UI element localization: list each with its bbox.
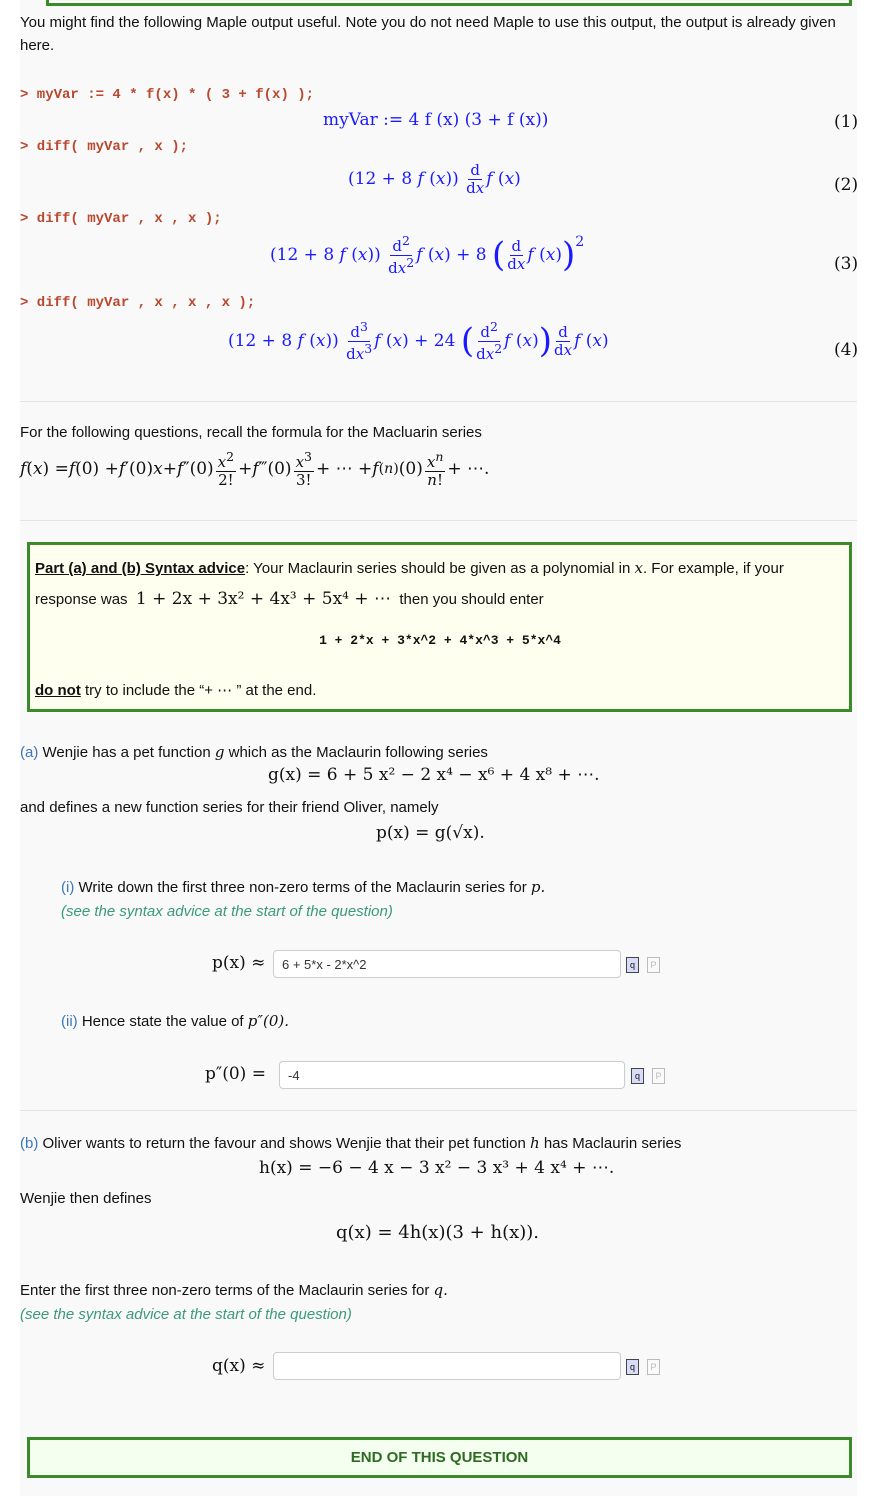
text: Wenjie has a pet function — [38, 744, 215, 761]
math-p-second-derivative: p″(0). — [247, 1012, 289, 1030]
text: Hence state the value of — [77, 1013, 248, 1030]
part-ai-question — [61, 878, 545, 896]
part-aii-label: (ii) — [61, 1013, 78, 1030]
text: Enter the first three non-zero terms of the Maclaurin series for — [20, 1282, 434, 1299]
maple-command-4: > diff( myVar , x , x , x ); — [20, 295, 256, 311]
p-answer-input[interactable] — [273, 950, 621, 978]
preview-icon[interactable]: P — [647, 957, 660, 973]
syntax-advice-box — [27, 542, 852, 712]
advice-footer — [35, 681, 316, 699]
maple-command-2: > diff( myVar , x ); — [20, 139, 189, 155]
top-box — [46, 0, 852, 6]
text: which as the Maclaurin following series — [224, 744, 488, 761]
part-b-text: Wenjie then defines — [20, 1190, 152, 1207]
part-b-intro — [20, 1134, 681, 1152]
advice-line: then you should enter — [399, 591, 544, 608]
text: Oliver wants to return the favour and shows Wenjie that their pet function — [38, 1135, 530, 1152]
part-a-text: and defines a new function series for their friend Oliver, namely — [20, 799, 439, 816]
p2-answer-input[interactable] — [279, 1061, 625, 1089]
maple-output-4: (12 + 8 f (x)) $\frac{d^3}{dx^3}$ f (x) + 24 ( $\frac{d^2}{dx^2}$ f (x) ) $\frac{d}{dx}$ f (x) — [228, 319, 609, 363]
do-not-text: do not — [35, 682, 81, 699]
validate-icon[interactable]: q — [626, 1359, 639, 1375]
q-definition: q(x) = 4h(x)(3 + h(x)). — [336, 1222, 540, 1243]
divider — [20, 520, 857, 521]
equation-label-1: (1) — [834, 112, 859, 132]
p-definition: p(x) = g(√x). — [376, 823, 485, 843]
example-code: 1 + 2*x + 3*x^2 + 4*x^3 + 5*x^4 — [319, 633, 561, 648]
maple-command-1: > myVar := 4 * f(x) * ( 3 + f(x) ); — [20, 87, 315, 103]
equation-label-4: (4) — [834, 340, 859, 360]
validate-icon[interactable]: q — [631, 1068, 644, 1084]
end-of-question-box: END OF THIS QUESTION — [27, 1437, 852, 1478]
macluarin-formula: f ( x ) = f (0) + f ′(0) x + f ″(0) $\frac{x^2}{2!}$ + f ‴(0) $\frac{x^3}{3!}$ + ⋯ + f (n) (0) $\frac{x^n}{n!}$ + ⋯. — [20, 449, 490, 489]
divider — [20, 401, 857, 402]
part-b-label: (b) — [20, 1135, 39, 1152]
preview-icon[interactable]: P — [647, 1359, 660, 1375]
syntax-hint: (see the syntax advice at the start of the question) — [61, 903, 393, 920]
advice-line: : Your Maclaurin series should be given as a polynomial in — [245, 560, 635, 577]
math-h: h — [530, 1134, 540, 1152]
part-a-intro — [20, 743, 488, 761]
part-aii-question — [61, 1012, 289, 1030]
advice-tail: try to include the “+ ⋯ ” at the end. — [80, 682, 317, 699]
math-g: g — [214, 743, 225, 761]
advice-line: . For example, if your — [642, 560, 784, 577]
text: Write down the first three non-zero terms of the Maclaurin series for — [74, 879, 531, 896]
equation-label-2: (2) — [834, 175, 859, 195]
q-prompt: q(x) ≈ — [212, 1356, 266, 1376]
math-q: q. — [433, 1281, 448, 1299]
p2-prompt: p″(0) = — [205, 1064, 266, 1084]
syntax-hint: (see the syntax advice at the start of the question) — [20, 1306, 352, 1323]
q-answer-input[interactable] — [273, 1352, 621, 1380]
example-series: 1 + 2x + 3x² + 4x³ + 5x⁴ + ⋯ — [135, 589, 392, 609]
part-a-label: (a) — [20, 744, 39, 761]
part-ai-label: (i) — [61, 879, 75, 896]
divider — [20, 1110, 857, 1111]
advice-text — [35, 553, 845, 615]
maple-output-1: myVar := 4 f (x) (3 + f (x)) — [323, 110, 549, 130]
maple-output-3: (12 + 8 f (x)) $\frac{d^2}{dx^2}$ f (x) + 8 ( $\frac{d}{dx}$ f (x) ) $^2$ — [270, 233, 585, 277]
math-p: p. — [530, 878, 546, 896]
maple-command-3: > diff( myVar , x , x ); — [20, 211, 222, 227]
macluarin-text: For the following questions, recall the formula for the Macluarin series — [20, 424, 482, 441]
intro-text: You might find the following Maple output useful. Note you do not need Maple to use this output, the output is already given here. — [20, 14, 836, 54]
g-series: g(x) = 6 + 5 x² − 2 x⁴ − x⁶ + 4 x⁸ + ⋯. — [268, 765, 600, 785]
p-prompt: p(x) ≈ — [212, 953, 266, 973]
part-b-question — [20, 1281, 448, 1299]
math-x: x — [634, 559, 643, 577]
preview-icon[interactable]: P — [652, 1068, 665, 1084]
equation-label-3: (3) — [834, 254, 859, 274]
text: has Maclaurin series — [539, 1135, 682, 1152]
validate-icon[interactable]: q — [626, 957, 639, 973]
maple-output-2: (12 + 8 f (x)) $\frac{d}{dx}$ f (x) — [348, 161, 521, 197]
advice-title: Part (a) and (b) Syntax advice — [35, 560, 246, 577]
h-series: h(x) = −6 − 4 x − 3 x² − 3 x³ + 4 x⁴ + ⋯. — [259, 1158, 615, 1178]
advice-line: response was — [35, 591, 128, 608]
